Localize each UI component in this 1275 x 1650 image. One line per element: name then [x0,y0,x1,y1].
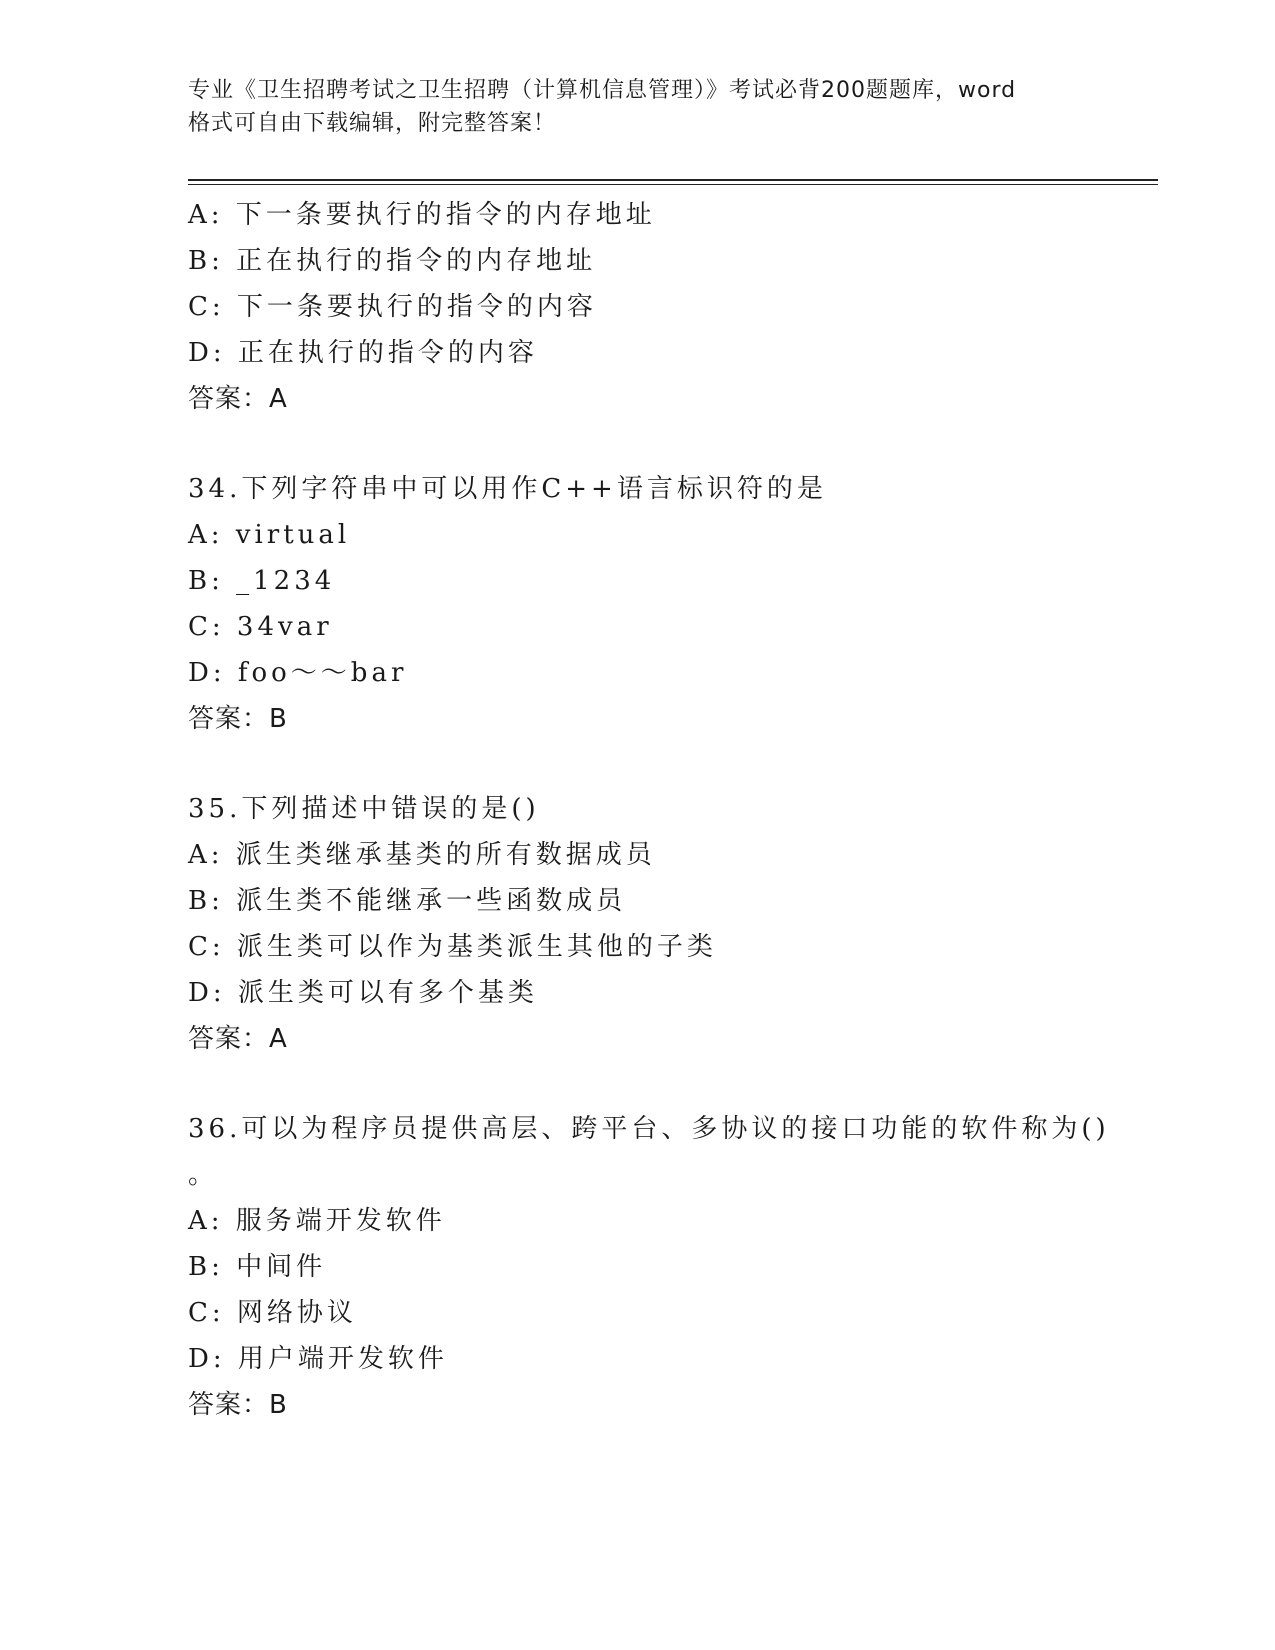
option-d: D: 正在执行的指令的内容 [188,338,538,368]
option-c: C: 网络协议 [188,1298,357,1328]
question-spacer [188,742,1148,786]
header-divider-thick [188,179,1158,181]
option-a: A: virtual [188,520,351,550]
question-list [188,192,1148,1428]
option-c: C: 34var [188,612,333,642]
header-divider-thin [188,184,1158,185]
question-spacer [188,422,1148,466]
answer-label: 答案：B [188,704,288,734]
header-line-1: 专业《卫生招聘考试之卫生招聘（计算机信息管理）》考试必背200题题库，word [188,78,1017,103]
question-35 [188,786,1148,1062]
question-34 [188,466,1148,742]
option-a: A: 派生类继承基类的所有数据成员 [188,840,656,870]
option-d: D: 用户端开发软件 [188,1344,448,1374]
option-d: D: 派生类可以有多个基类 [188,978,538,1008]
question-spacer [188,1062,1148,1106]
option-b: B: _1234 [188,566,336,596]
question-title: 34.下列字符串中可以用作C++语言标识符的是 [188,474,827,504]
question-title-continuation: 。 [188,1160,215,1190]
option-c: C: 派生类可以作为基类派生其他的子类 [188,932,717,962]
option-b: B: 派生类不能继承一些函数成员 [188,886,627,916]
question-36 [188,1106,1148,1428]
answer-label: 答案：B [188,1390,288,1420]
option-d: D: foo～～bar [188,658,408,688]
option-a: A: 服务端开发软件 [188,1206,446,1236]
option-b: B: 正在执行的指令的内存地址 [188,246,597,276]
option-c: C: 下一条要执行的指令的内容 [188,292,597,322]
document-header [188,74,1088,140]
option-a: A: 下一条要执行的指令的内存地址 [188,200,656,230]
answer-label: 答案：A [188,1024,288,1054]
question-title: 36.可以为程序员提供高层、跨平台、多协议的接口功能的软件称为() [188,1114,1110,1144]
question-33 [188,192,1148,422]
option-b: B: 中间件 [188,1252,327,1282]
header-line-2: 格式可自由下载编辑，附完整答案！ [188,111,557,136]
answer-label: 答案：A [188,384,288,414]
question-title: 35.下列描述中错误的是() [188,794,540,824]
